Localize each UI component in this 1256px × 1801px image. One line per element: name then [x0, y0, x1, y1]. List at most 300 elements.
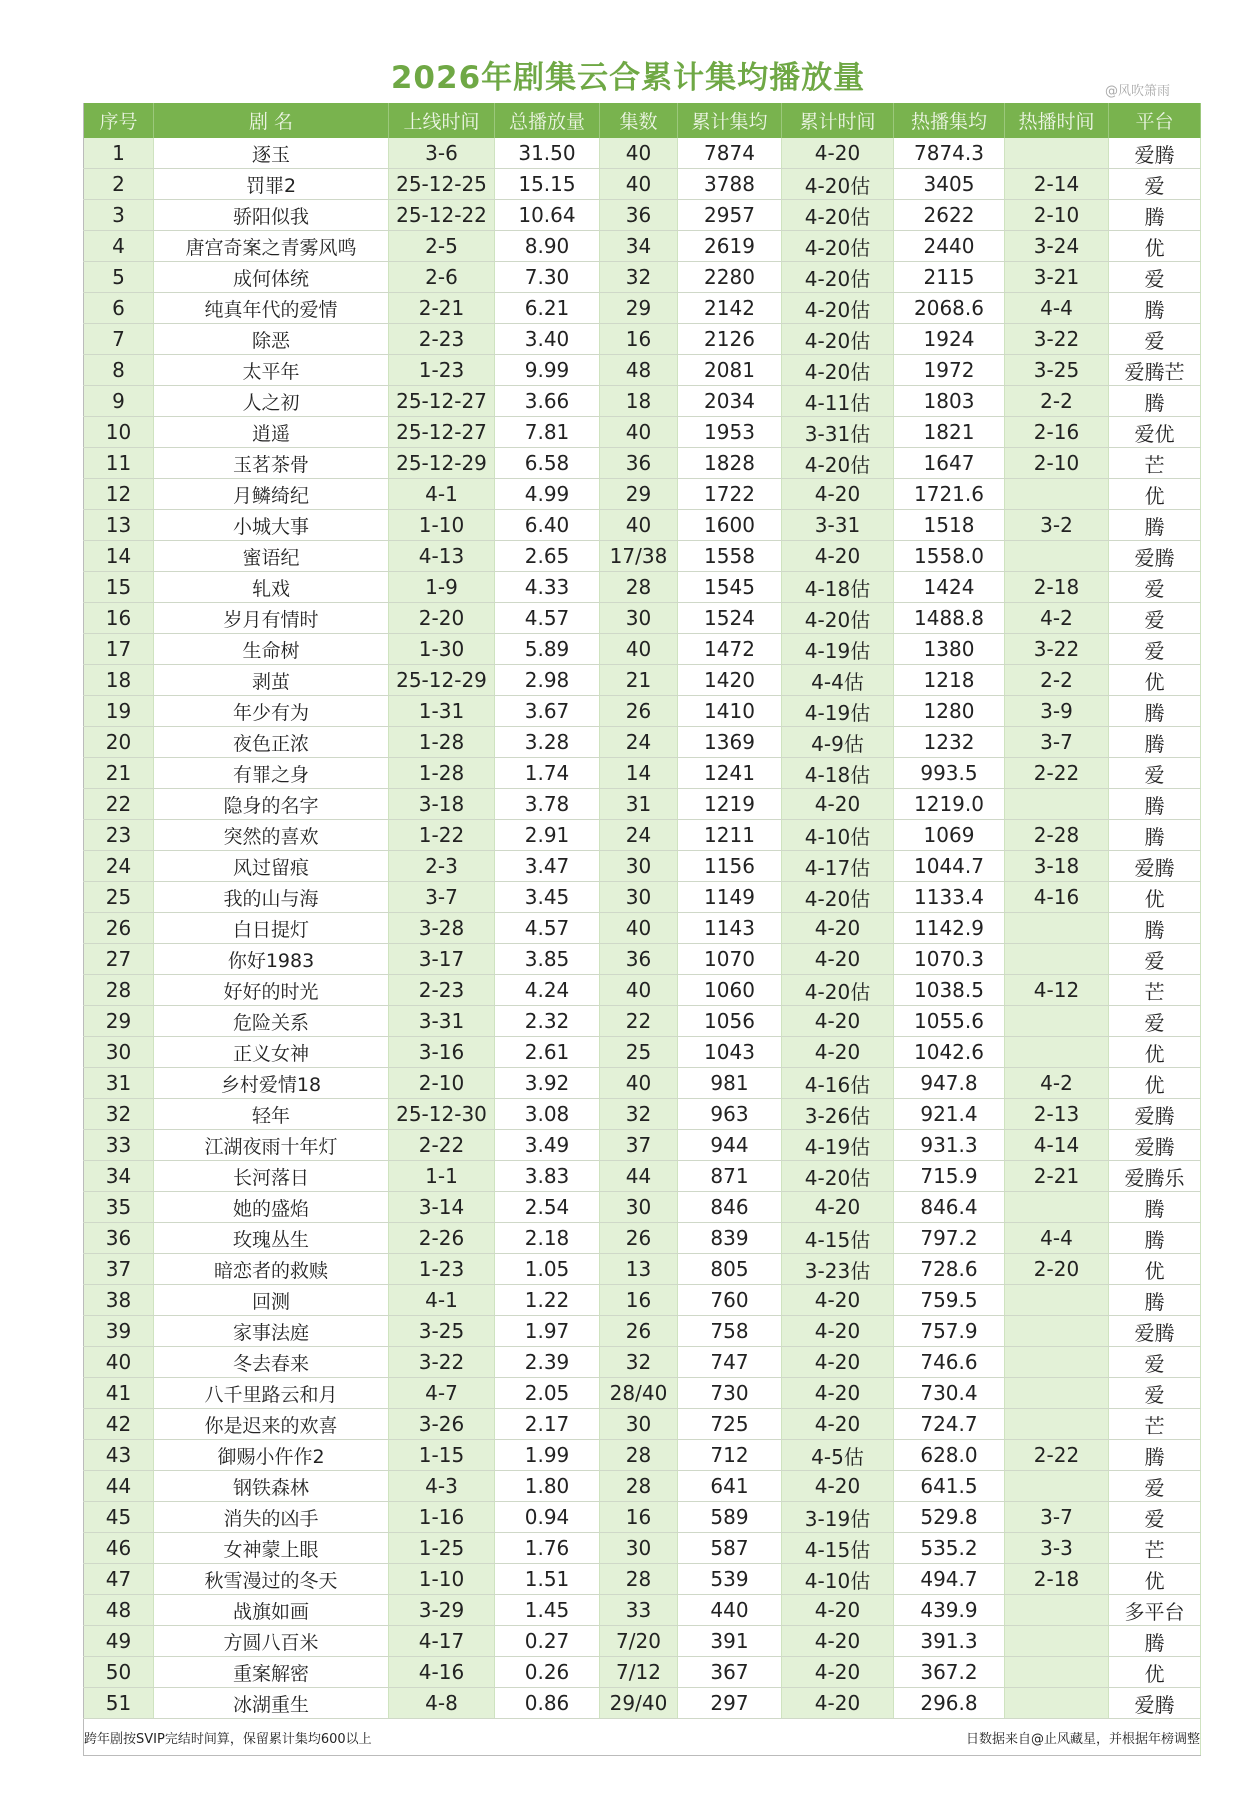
cell-title: 夜色正浓 [154, 727, 389, 758]
cell-platform: 优 [1109, 882, 1201, 913]
cell-hot-avg: 1380 [894, 634, 1005, 665]
table-row [84, 1130, 1201, 1161]
cell-cumulative-avg: 1056 [678, 1006, 782, 1037]
table-row [84, 1099, 1201, 1130]
cell-rank: 23 [84, 820, 154, 851]
cell-platform: 爱 [1109, 634, 1201, 665]
cell-hot-avg: 1142.9 [894, 913, 1005, 944]
cell-title: 罚罪2 [154, 169, 389, 200]
cell-hot-avg: 1972 [894, 355, 1005, 386]
table-row [84, 727, 1201, 758]
cell-episodes: 32 [600, 1347, 678, 1378]
table-row [84, 324, 1201, 355]
cell-cumulative-date: 4-20估 [782, 448, 894, 479]
cell-cumulative-avg: 730 [678, 1378, 782, 1409]
cell-episodes: 28 [600, 572, 678, 603]
cell-hot-avg: 1038.5 [894, 975, 1005, 1006]
cell-release-date: 4-13 [389, 541, 495, 572]
cell-release-date: 2-10 [389, 1068, 495, 1099]
cell-episodes: 40 [600, 138, 678, 169]
cell-total-plays: 0.26 [495, 1657, 600, 1688]
cell-total-plays: 3.78 [495, 789, 600, 820]
cell-total-plays: 1.22 [495, 1285, 600, 1316]
cell-title: 突然的喜欢 [154, 820, 389, 851]
cell-platform: 腾 [1109, 913, 1201, 944]
cell-total-plays: 1.05 [495, 1254, 600, 1285]
table-row [84, 1409, 1201, 1440]
cell-episodes: 26 [600, 696, 678, 727]
cell-release-date: 2-3 [389, 851, 495, 882]
cell-hot-avg: 1069 [894, 820, 1005, 851]
cell-title: 生命树 [154, 634, 389, 665]
cell-platform: 腾 [1109, 1440, 1201, 1471]
cell-title: 冰湖重生 [154, 1688, 389, 1719]
cell-episodes: 28 [600, 1471, 678, 1502]
cell-cumulative-date: 4-20 [782, 1471, 894, 1502]
cell-platform: 腾 [1109, 727, 1201, 758]
cell-episodes: 40 [600, 169, 678, 200]
cell-cumulative-date: 4-20估 [782, 200, 894, 231]
cell-hot-avg: 947.8 [894, 1068, 1005, 1099]
table-row [84, 1564, 1201, 1595]
cell-episodes: 21 [600, 665, 678, 696]
cell-cumulative-avg: 1420 [678, 665, 782, 696]
cell-cumulative-avg: 391 [678, 1626, 782, 1657]
cell-cumulative-date: 4-20 [782, 789, 894, 820]
cell-title: 太平年 [154, 355, 389, 386]
cell-hot-avg: 1232 [894, 727, 1005, 758]
cell-cumulative-date: 4-18估 [782, 572, 894, 603]
cell-cumulative-avg: 1060 [678, 975, 782, 1006]
cell-title: 江湖夜雨十年灯 [154, 1130, 389, 1161]
cell-cumulative-avg: 1600 [678, 510, 782, 541]
cell-hot-date: 2-10 [1005, 200, 1109, 231]
cell-hot-date [1005, 1347, 1109, 1378]
cell-hot-date: 3-9 [1005, 696, 1109, 727]
cell-episodes: 28 [600, 1440, 678, 1471]
cell-cumulative-date: 3-23估 [782, 1254, 894, 1285]
cell-episodes: 7/20 [600, 1626, 678, 1657]
cell-hot-date [1005, 1409, 1109, 1440]
cell-release-date: 3-26 [389, 1409, 495, 1440]
cell-cumulative-avg: 1241 [678, 758, 782, 789]
cell-hot-avg: 757.9 [894, 1316, 1005, 1347]
cell-hot-date: 4-4 [1005, 293, 1109, 324]
column-header-episodes: 集数 [600, 103, 678, 138]
cell-title: 暗恋者的救赎 [154, 1254, 389, 1285]
cell-platform: 腾 [1109, 293, 1201, 324]
cell-title: 风过留痕 [154, 851, 389, 882]
cell-release-date: 4-1 [389, 1285, 495, 1316]
cell-total-plays: 0.27 [495, 1626, 600, 1657]
cell-episodes: 37 [600, 1130, 678, 1161]
cell-title: 除恶 [154, 324, 389, 355]
cell-cumulative-avg: 1043 [678, 1037, 782, 1068]
cell-cumulative-avg: 1070 [678, 944, 782, 975]
cell-rank: 44 [84, 1471, 154, 1502]
cell-platform: 爱 [1109, 1471, 1201, 1502]
cell-release-date: 1-23 [389, 1254, 495, 1285]
cell-rank: 33 [84, 1130, 154, 1161]
cell-hot-date [1005, 1595, 1109, 1626]
cell-title: 长河落日 [154, 1161, 389, 1192]
cell-rank: 29 [84, 1006, 154, 1037]
cell-total-plays: 7.81 [495, 417, 600, 448]
cell-rank: 11 [84, 448, 154, 479]
cell-release-date: 4-7 [389, 1378, 495, 1409]
cell-title: 你是迟来的欢喜 [154, 1409, 389, 1440]
cell-cumulative-date: 4-20 [782, 1409, 894, 1440]
cell-total-plays: 3.67 [495, 696, 600, 727]
cell-rank: 18 [84, 665, 154, 696]
cell-hot-avg: 1488.8 [894, 603, 1005, 634]
cell-cumulative-date: 4-15估 [782, 1223, 894, 1254]
table-row [84, 1347, 1201, 1378]
cell-total-plays: 2.39 [495, 1347, 600, 1378]
cell-hot-avg: 1055.6 [894, 1006, 1005, 1037]
cell-title: 乡村爱情18 [154, 1068, 389, 1099]
cell-rank: 1 [84, 138, 154, 169]
cell-hot-avg: 797.2 [894, 1223, 1005, 1254]
cell-cumulative-avg: 7874 [678, 138, 782, 169]
cell-title: 玉茗茶骨 [154, 448, 389, 479]
cell-platform: 爱 [1109, 324, 1201, 355]
cell-release-date: 1-31 [389, 696, 495, 727]
cell-hot-avg: 2622 [894, 200, 1005, 231]
cell-episodes: 40 [600, 975, 678, 1006]
cell-release-date: 2-21 [389, 293, 495, 324]
cell-hot-avg: 3405 [894, 169, 1005, 200]
cell-title: 消失的凶手 [154, 1502, 389, 1533]
cell-platform: 腾 [1109, 1626, 1201, 1657]
cell-total-plays: 2.05 [495, 1378, 600, 1409]
cell-title: 重案解密 [154, 1657, 389, 1688]
cell-platform: 优 [1109, 231, 1201, 262]
cell-total-plays: 15.15 [495, 169, 600, 200]
cell-cumulative-avg: 1545 [678, 572, 782, 603]
cell-cumulative-avg: 641 [678, 1471, 782, 1502]
cell-cumulative-date: 4-20 [782, 138, 894, 169]
cell-release-date: 1-15 [389, 1440, 495, 1471]
cell-hot-avg: 1133.4 [894, 882, 1005, 913]
cell-hot-date: 2-14 [1005, 169, 1109, 200]
cell-release-date: 3-7 [389, 882, 495, 913]
cell-cumulative-avg: 1722 [678, 479, 782, 510]
cell-title: 战旗如画 [154, 1595, 389, 1626]
cell-episodes: 16 [600, 324, 678, 355]
cell-release-date: 3-16 [389, 1037, 495, 1068]
column-header-title: 剧 名 [154, 103, 389, 138]
cell-release-date: 2-5 [389, 231, 495, 262]
cell-total-plays: 3.28 [495, 727, 600, 758]
cell-release-date: 2-23 [389, 975, 495, 1006]
cell-hot-date: 4-12 [1005, 975, 1109, 1006]
cell-release-date: 2-26 [389, 1223, 495, 1254]
cell-platform: 腾 [1109, 1192, 1201, 1223]
cell-rank: 9 [84, 386, 154, 417]
cell-cumulative-date: 4-20 [782, 1595, 894, 1626]
footer-note-left: 跨年剧按SVIP完结时间算，保留累计集均600以上 [84, 1731, 372, 1747]
cell-title: 回测 [154, 1285, 389, 1316]
cell-episodes: 26 [600, 1223, 678, 1254]
cell-total-plays: 10.64 [495, 200, 600, 231]
table-row [84, 262, 1201, 293]
cell-platform: 芒 [1109, 1409, 1201, 1440]
cell-hot-date: 2-10 [1005, 448, 1109, 479]
cell-cumulative-date: 3-31 [782, 510, 894, 541]
cell-release-date: 3-25 [389, 1316, 495, 1347]
table-row [84, 944, 1201, 975]
cell-platform: 爱 [1109, 169, 1201, 200]
cell-rank: 39 [84, 1316, 154, 1347]
cell-platform: 优 [1109, 665, 1201, 696]
cell-release-date: 3-17 [389, 944, 495, 975]
cell-episodes: 30 [600, 1409, 678, 1440]
cell-hot-avg: 1070.3 [894, 944, 1005, 975]
cell-hot-date: 4-16 [1005, 882, 1109, 913]
cell-cumulative-avg: 2957 [678, 200, 782, 231]
cell-total-plays: 4.24 [495, 975, 600, 1006]
cell-platform: 爱 [1109, 262, 1201, 293]
table-row [84, 758, 1201, 789]
cell-release-date: 2-6 [389, 262, 495, 293]
cell-release-date: 2-22 [389, 1130, 495, 1161]
cell-rank: 46 [84, 1533, 154, 1564]
cell-title: 逐玉 [154, 138, 389, 169]
cell-release-date: 25-12-29 [389, 448, 495, 479]
table-row [84, 820, 1201, 851]
table-row [84, 1068, 1201, 1099]
cell-cumulative-date: 4-11估 [782, 386, 894, 417]
cell-rank: 12 [84, 479, 154, 510]
cell-cumulative-date: 4-20 [782, 479, 894, 510]
cell-platform: 优 [1109, 479, 1201, 510]
cell-cumulative-date: 4-20估 [782, 293, 894, 324]
cell-rank: 8 [84, 355, 154, 386]
cell-release-date: 1-28 [389, 727, 495, 758]
cell-hot-avg: 1518 [894, 510, 1005, 541]
cell-hot-avg: 846.4 [894, 1192, 1005, 1223]
cell-platform: 爱 [1109, 1006, 1201, 1037]
cell-cumulative-date: 4-20 [782, 1037, 894, 1068]
cell-cumulative-date: 4-20 [782, 1657, 894, 1688]
cell-episodes: 40 [600, 510, 678, 541]
cell-title: 正义女神 [154, 1037, 389, 1068]
cell-release-date: 25-12-29 [389, 665, 495, 696]
cell-cumulative-date: 4-20估 [782, 975, 894, 1006]
cell-cumulative-avg: 981 [678, 1068, 782, 1099]
cell-episodes: 44 [600, 1161, 678, 1192]
cell-episodes: 36 [600, 200, 678, 231]
cell-cumulative-avg: 2034 [678, 386, 782, 417]
table-row [84, 200, 1201, 231]
cell-cumulative-avg: 805 [678, 1254, 782, 1285]
cell-cumulative-date: 4-20估 [782, 603, 894, 634]
cell-hot-avg: 494.7 [894, 1564, 1005, 1595]
cell-cumulative-date: 4-5估 [782, 1440, 894, 1471]
cell-hot-avg: 931.3 [894, 1130, 1005, 1161]
cell-platform: 爱腾芒 [1109, 355, 1201, 386]
cell-release-date: 3-31 [389, 1006, 495, 1037]
cell-rank: 37 [84, 1254, 154, 1285]
cell-episodes: 28/40 [600, 1378, 678, 1409]
cell-cumulative-date: 4-18估 [782, 758, 894, 789]
cell-episodes: 16 [600, 1285, 678, 1316]
cell-title: 御赐小仵作2 [154, 1440, 389, 1471]
cell-hot-date [1005, 1006, 1109, 1037]
cell-platform: 优 [1109, 1068, 1201, 1099]
cell-title: 轧戏 [154, 572, 389, 603]
cell-episodes: 30 [600, 1192, 678, 1223]
cell-platform: 爱 [1109, 603, 1201, 634]
cell-hot-avg: 2068.6 [894, 293, 1005, 324]
cell-rank: 19 [84, 696, 154, 727]
cell-platform: 爱 [1109, 944, 1201, 975]
cell-title: 纯真年代的爱情 [154, 293, 389, 324]
cell-release-date: 3-18 [389, 789, 495, 820]
cell-rank: 50 [84, 1657, 154, 1688]
cell-rank: 31 [84, 1068, 154, 1099]
table-row [84, 1378, 1201, 1409]
cell-episodes: 48 [600, 355, 678, 386]
cell-platform: 腾 [1109, 510, 1201, 541]
cell-total-plays: 1.76 [495, 1533, 600, 1564]
cell-hot-date: 4-4 [1005, 1223, 1109, 1254]
cell-episodes: 17/38 [600, 541, 678, 572]
cell-platform: 芒 [1109, 448, 1201, 479]
cell-hot-date [1005, 1688, 1109, 1719]
cell-total-plays: 2.17 [495, 1409, 600, 1440]
cell-cumulative-date: 4-19估 [782, 696, 894, 727]
cell-release-date: 3-6 [389, 138, 495, 169]
cell-hot-avg: 529.8 [894, 1502, 1005, 1533]
cell-platform: 优 [1109, 1564, 1201, 1595]
cell-cumulative-avg: 2081 [678, 355, 782, 386]
cell-cumulative-date: 4-20 [782, 1316, 894, 1347]
cell-hot-avg: 1044.7 [894, 851, 1005, 882]
cell-rank: 45 [84, 1502, 154, 1533]
cell-hot-date: 2-28 [1005, 820, 1109, 851]
table-row [84, 479, 1201, 510]
cell-hot-date: 3-18 [1005, 851, 1109, 882]
cell-title: 剥茧 [154, 665, 389, 696]
cell-platform: 腾 [1109, 789, 1201, 820]
table-row [84, 231, 1201, 262]
table-row [84, 510, 1201, 541]
footer-note [84, 1719, 1201, 1756]
cell-title: 危险关系 [154, 1006, 389, 1037]
cell-hot-date [1005, 1316, 1109, 1347]
cell-episodes: 16 [600, 1502, 678, 1533]
cell-cumulative-date: 4-20 [782, 541, 894, 572]
cell-hot-avg: 724.7 [894, 1409, 1005, 1440]
cell-total-plays: 2.61 [495, 1037, 600, 1068]
cell-release-date: 25-12-25 [389, 169, 495, 200]
cell-title: 家事法庭 [154, 1316, 389, 1347]
cell-platform: 爱腾 [1109, 1099, 1201, 1130]
column-header-hot-avg: 热播集均 [894, 103, 1005, 138]
cell-episodes: 40 [600, 417, 678, 448]
cell-episodes: 40 [600, 634, 678, 665]
table-row [84, 417, 1201, 448]
cell-total-plays: 9.99 [495, 355, 600, 386]
cell-cumulative-date: 3-19估 [782, 1502, 894, 1533]
cell-hot-avg: 439.9 [894, 1595, 1005, 1626]
column-header-hot-date: 热播时间 [1005, 103, 1109, 138]
cell-hot-avg: 2440 [894, 231, 1005, 262]
cell-hot-date: 2-16 [1005, 417, 1109, 448]
cell-episodes: 30 [600, 1533, 678, 1564]
cell-hot-date: 3-3 [1005, 1533, 1109, 1564]
cell-cumulative-date: 4-16估 [782, 1068, 894, 1099]
cell-release-date: 1-25 [389, 1533, 495, 1564]
cell-hot-date [1005, 1378, 1109, 1409]
cell-rank: 25 [84, 882, 154, 913]
cell-release-date: 4-1 [389, 479, 495, 510]
cell-cumulative-date: 4-20 [782, 1192, 894, 1223]
cell-hot-avg: 391.3 [894, 1626, 1005, 1657]
cell-cumulative-avg: 963 [678, 1099, 782, 1130]
column-header-cumulative-avg: 累计集均 [678, 103, 782, 138]
cell-platform: 爱腾乐 [1109, 1161, 1201, 1192]
cell-total-plays: 4.99 [495, 479, 600, 510]
table-header-row [84, 103, 1201, 138]
cell-hot-avg: 1924 [894, 324, 1005, 355]
cell-rank: 10 [84, 417, 154, 448]
cell-release-date: 1-10 [389, 510, 495, 541]
cell-hot-date [1005, 138, 1109, 169]
page-title: 2026年剧集云合累计集均播放量 [390, 60, 866, 96]
cell-cumulative-date: 4-20估 [782, 169, 894, 200]
cell-total-plays: 2.32 [495, 1006, 600, 1037]
cell-total-plays: 3.40 [495, 324, 600, 355]
cell-rank: 40 [84, 1347, 154, 1378]
cell-total-plays: 31.50 [495, 138, 600, 169]
cell-hot-avg: 628.0 [894, 1440, 1005, 1471]
cell-title: 岁月有情时 [154, 603, 389, 634]
cell-title: 你好1983 [154, 944, 389, 975]
cell-total-plays: 3.92 [495, 1068, 600, 1099]
cell-rank: 28 [84, 975, 154, 1006]
cell-episodes: 34 [600, 231, 678, 262]
cell-total-plays: 3.66 [495, 386, 600, 417]
cell-title: 小城大事 [154, 510, 389, 541]
cell-rank: 13 [84, 510, 154, 541]
cell-total-plays: 2.18 [495, 1223, 600, 1254]
cell-cumulative-avg: 3788 [678, 169, 782, 200]
cell-release-date: 3-29 [389, 1595, 495, 1626]
cell-hot-avg: 7874.3 [894, 138, 1005, 169]
cell-hot-date [1005, 944, 1109, 975]
cell-hot-avg: 2115 [894, 262, 1005, 293]
cell-hot-avg: 746.6 [894, 1347, 1005, 1378]
cell-hot-date: 2-13 [1005, 1099, 1109, 1130]
cell-hot-avg: 296.8 [894, 1688, 1005, 1719]
cell-cumulative-avg: 1472 [678, 634, 782, 665]
cell-total-plays: 0.86 [495, 1688, 600, 1719]
cell-cumulative-date: 4-20估 [782, 231, 894, 262]
cell-cumulative-avg: 1524 [678, 603, 782, 634]
cell-hot-date: 3-25 [1005, 355, 1109, 386]
cell-cumulative-avg: 747 [678, 1347, 782, 1378]
cell-release-date: 1-10 [389, 1564, 495, 1595]
cell-rank: 36 [84, 1223, 154, 1254]
cell-release-date: 25-12-27 [389, 386, 495, 417]
table-row [84, 1192, 1201, 1223]
cell-platform: 爱 [1109, 1378, 1201, 1409]
cell-cumulative-avg: 440 [678, 1595, 782, 1626]
table-row [84, 1006, 1201, 1037]
